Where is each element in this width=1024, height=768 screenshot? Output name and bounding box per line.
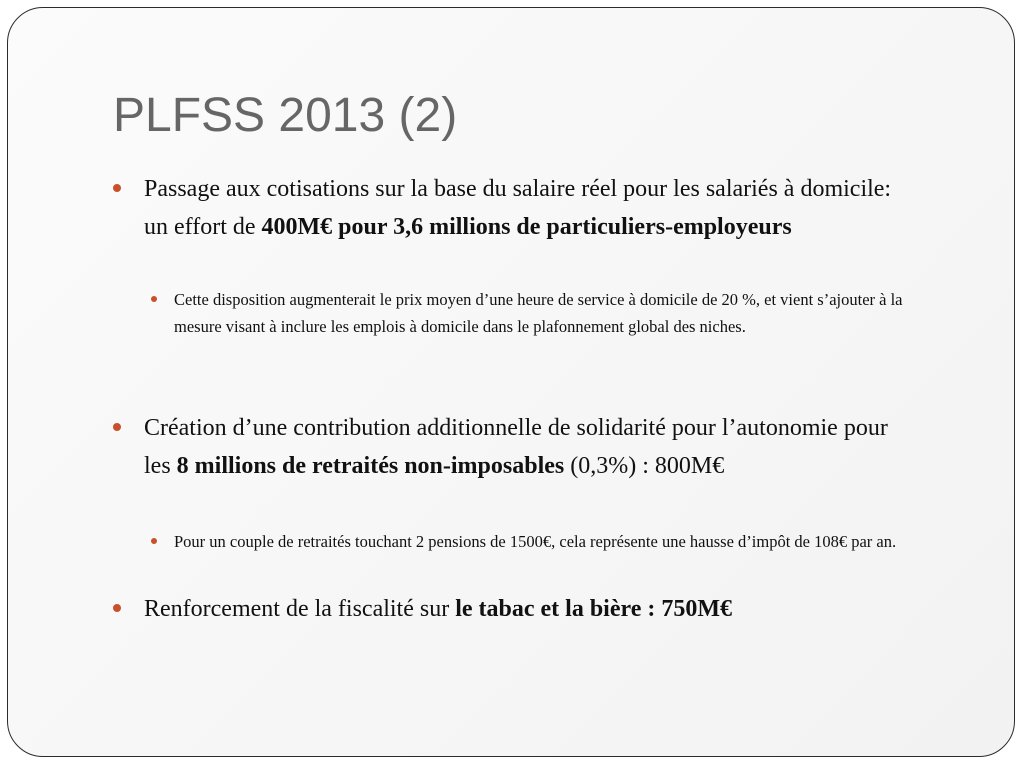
sub-bullet-dot-icon (151, 538, 157, 544)
bullet-fiscalite (113, 590, 913, 628)
bullet-text: Renforcement de la fiscalité sur le tabac et la bière : 750M€ (144, 596, 733, 622)
bullet-text: Création d’une contribution additionnelle de solidarité pour l’autonomie pour les 8 millions de retraités non-imposables (0,3%) : 800M€ (144, 415, 888, 479)
bullet-dot-icon (113, 423, 121, 431)
bullet-dot-icon (113, 184, 121, 192)
sub-bullet-text: Cette disposition augmenterait le prix moyen d’une heure de service à domicile de 20 %, et vient s’ajouter à la mesure visant à inclure les emplois à domicile dans le plafonnement global des niches. (174, 290, 903, 336)
sub-bullet-couple (151, 528, 941, 555)
sub-bullet-text: Pour un couple de retraités touchant 2 pensions de 1500€, cela représente une hausse d’impôt de 108€ par an. (174, 532, 897, 551)
bullet-dot-icon (113, 604, 121, 612)
bullet-cotisations (113, 170, 913, 246)
bullet-contribution (113, 409, 913, 485)
bullet-text: Passage aux cotisations sur la base du salaire réel pour les salariés à domicile: un effort de 400M€ pour 3,6 millions de particuliers-employeurs (144, 176, 892, 240)
slide-title: PLFSS 2013 (2) (113, 89, 458, 142)
sub-bullet-disposition (151, 286, 941, 340)
sub-bullet-dot-icon (151, 296, 157, 302)
